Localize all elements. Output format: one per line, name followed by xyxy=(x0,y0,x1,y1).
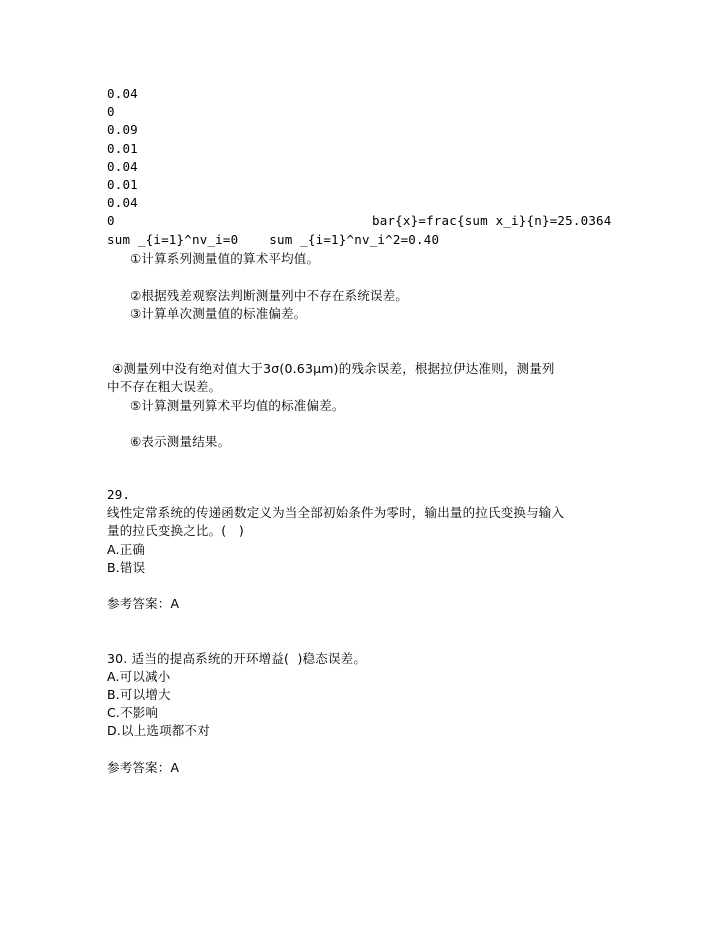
value-line: 0.09 xyxy=(107,122,138,137)
value-line: 0.04 xyxy=(107,159,138,174)
question-number: 29. xyxy=(107,487,131,502)
step-3: ③计算单次测量值的标准偏差。 xyxy=(130,306,307,321)
reference-answer: 参考答案：A xyxy=(107,596,180,611)
value-line: 0.01 xyxy=(107,141,138,156)
value-line: 0.04 xyxy=(107,86,138,101)
option-b: B.可以增大 xyxy=(107,687,171,702)
value-line: 0.01 xyxy=(107,177,138,192)
option-a: A.正确 xyxy=(107,542,146,557)
reference-answer: 参考答案：A xyxy=(107,760,180,775)
value-line: 0 xyxy=(107,104,115,119)
option-d: D.以上选项都不对 xyxy=(107,723,210,738)
question-text-line-2: 量的拉氏变换之比。( ) xyxy=(107,523,244,538)
option-a: A.可以减小 xyxy=(107,669,171,684)
question-text: 30. 适当的提高系统的开环增益( )稳态误差。 xyxy=(107,651,367,666)
value-line: 0 xyxy=(107,213,115,228)
step-6: ⑥表示测量结果。 xyxy=(130,434,231,449)
value-line: 0.04 xyxy=(107,195,138,210)
step-4-line-1: ④测量列中没有绝对值大于3σ(0.63μm)的残余误差，根据拉伊达准则，测量列 xyxy=(112,361,555,376)
step-1: ①计算系列测量值的算术平均值。 xyxy=(130,251,320,266)
question-text-line-1: 线性定常系统的传递函数定义为当全部初始条件为零时，输出量的拉氏变换与输入 xyxy=(107,505,565,520)
step-5: ⑤计算测量列算术平均值的标准偏差。 xyxy=(130,398,345,413)
option-c: C.不影响 xyxy=(107,705,159,720)
mean-formula: bar{x}=frac{sum x_i}{n}=25.0364 xyxy=(372,213,612,228)
step-2: ②根据残差观察法判断测量列中不存在系统误差。 xyxy=(130,288,409,303)
step-4-line-2: 中不存在粗大误差。 xyxy=(107,379,222,394)
residual-sum-formula: sum _{i=1}^nv_i=0 sum _{i=1}^nv_i^2=0.40 xyxy=(107,232,440,247)
option-b: B.错误 xyxy=(107,560,146,575)
